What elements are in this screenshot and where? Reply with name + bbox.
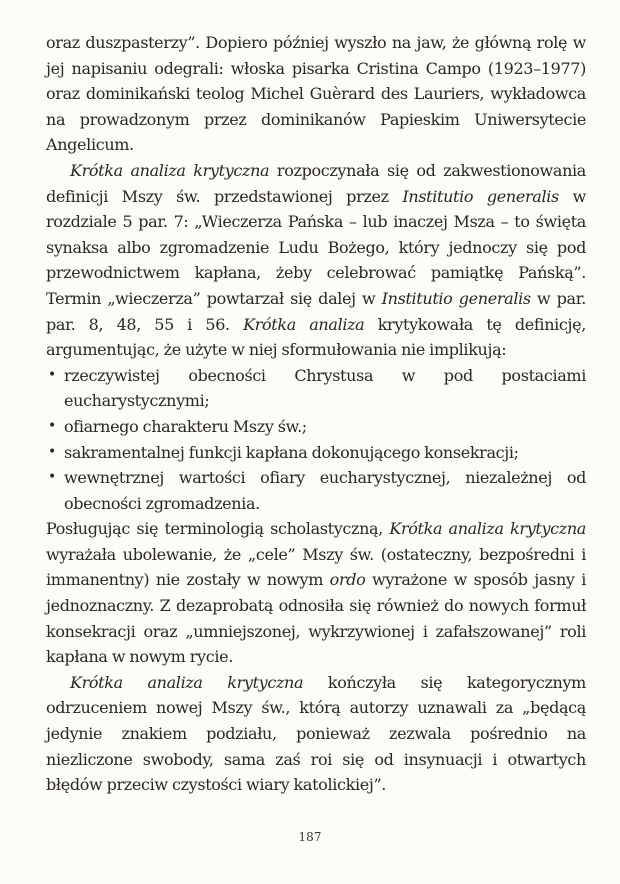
italic-title: Krótka analiza krytyczna (70, 160, 270, 180)
italic-title: Krótka analiza (243, 314, 365, 334)
italic-title: Krótka analiza krytyczna (389, 519, 586, 539)
paragraph-2: Krótka analiza krytyczna rozpoczynała się od zakwestionowania definicji Mszy św. przedstawionej przez Institutio generalis w rozdziale 5 par. 7: „Wieczerza Pańska – lub inaczej Msza – to święta synaksa albo zgromadzenie Ludu Bożego, który jednoczy się pod przewodnictwem kapłana, żeby celebrować pamiątkę Pańską”. Termin „wieczerza” powtarzał się dalej w Institutio generalis w par. par. 8, 48, 55 i 56. Krótka analiza krytykowała tę definicję, argumentując, że użyte w niej sformułowania nie implikują: (46, 160, 586, 360)
italic-term: Institutio generalis (381, 288, 531, 308)
bullet-icon: • (48, 366, 56, 383)
italic-term: Institutio generalis (402, 186, 559, 206)
paragraph-4: Krótka analiza krytyczna kończyła się kategorycznym odrzuceniem nowej Mszy św., którą autorzy uznawali za „będącą jedynie znakiem podziału, ponieważ zezwala pośrednio na niezliczone swobody, sama zaś roi się od insynuacji i otwartych błędów przeciw czystości wiary katolickiej”. (46, 672, 587, 795)
bullet-icon: • (48, 443, 56, 460)
list-item: • wewnętrznej wartości ofiary eucharystycznej, niezależnej od obecności zgromadzenia. (46, 465, 586, 516)
italic-title: Krótka analiza krytyczna (70, 672, 304, 692)
bullet-icon: • (48, 469, 56, 486)
list-item: • rzeczywistej obecności Chrystusa w pod postaciami eucharystycznymi; (46, 363, 586, 414)
page-number: 187 (298, 830, 322, 844)
bullet-list (46, 363, 586, 517)
paragraph-1: oraz duszpasterzy”. Dopiero później wyszło na jaw, że główną rolę w jej napisaniu odegrali: włoska pisarka Cristina Campo (1923–1977) oraz dominikański teolog Michel Guèrard des Lauriers, wykładowca na prowadzonym przez dominikanów Papieskim Uniwersytecie Angelicum. (46, 33, 586, 155)
list-item: • ofiarnego charakteru Mszy św.; (46, 414, 586, 440)
body-text (46, 30, 586, 798)
italic-term: ordo (329, 570, 366, 590)
paragraph-3: Posługując się terminologią scholastyczną, Krótka analiza krytyczna wyrażała ubolewanie, że „cele” Mszy św. (ostateczny, bezpośredni i immanentny) nie zostały w nowym ordo wyrażone w sposób jasny i jednoznaczny. Z dezaprobatą odnosiła się również do nowych formuł konsekracji oraz „umniejszonej, wykrzywionej i zafałszowanej” roli kapłana w nowym rycie. (46, 519, 586, 667)
list-item: • sakramentalnej funkcji kapłana dokonującego konsekracji; (46, 440, 586, 466)
bullet-icon: • (48, 417, 56, 434)
